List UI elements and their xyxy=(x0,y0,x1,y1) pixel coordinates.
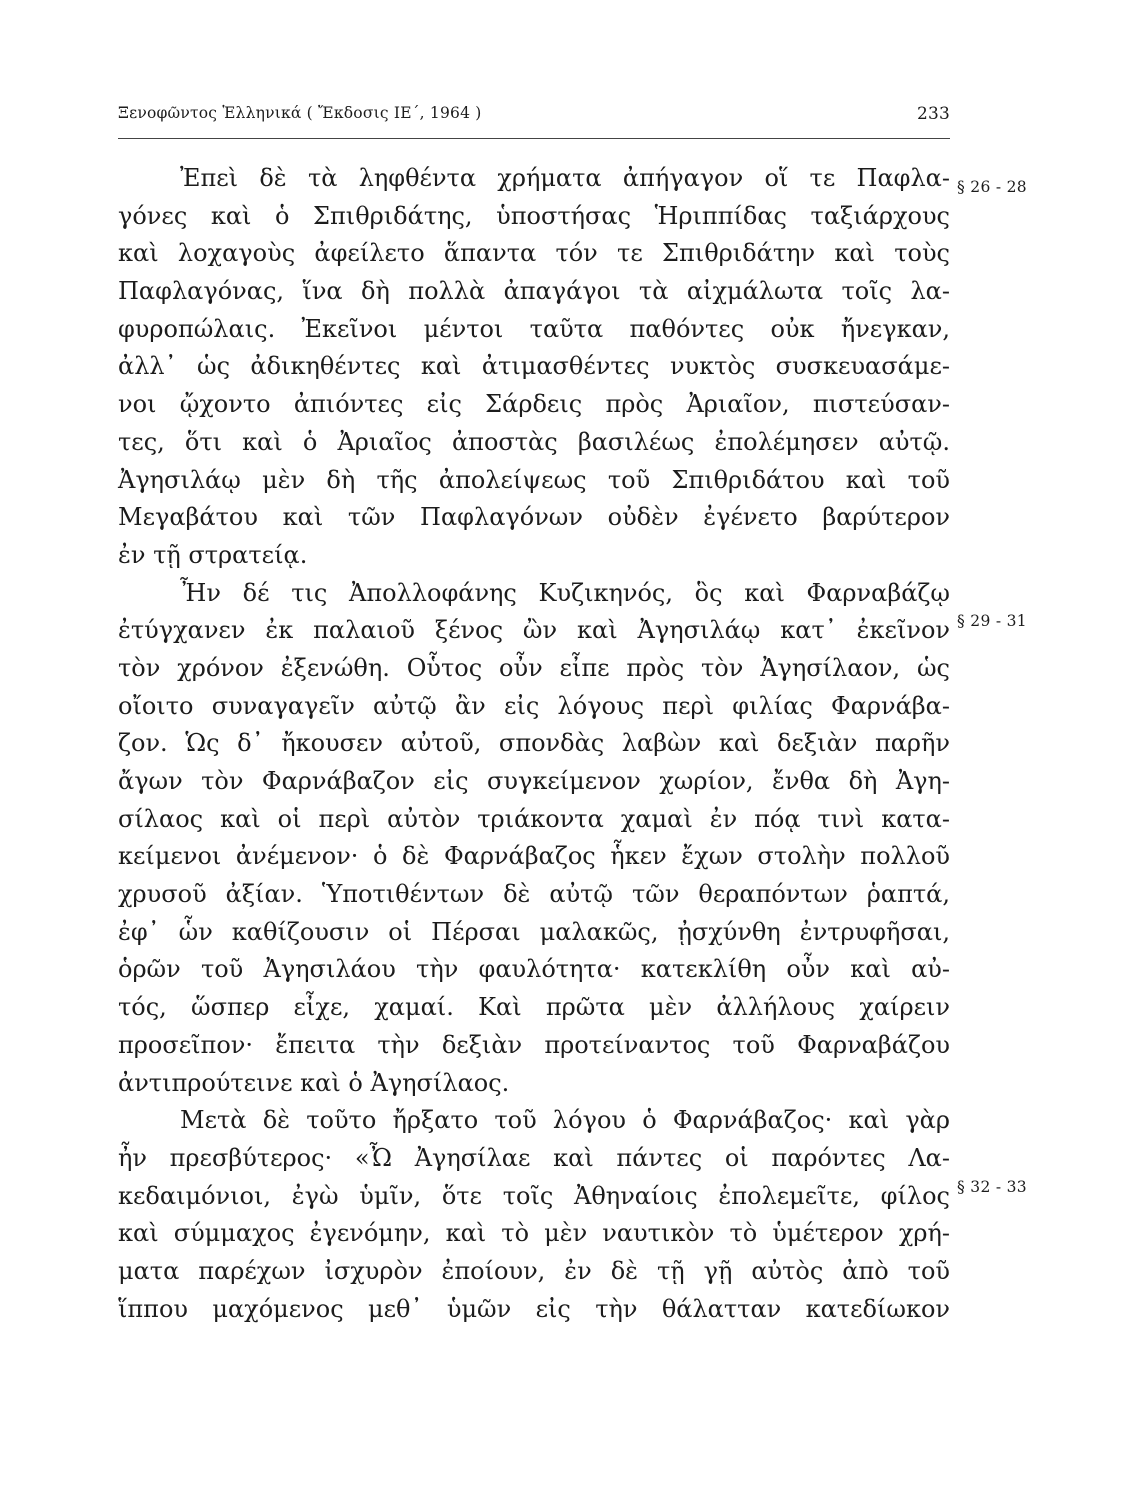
text-line: Μεγαβάτου καὶ τῶν Παφλαγόνων οὐδὲν ἐγένετο βαρύτερον xyxy=(118,503,950,532)
text-line: Μετὰ δὲ τοῦτο ἤρξατο τοῦ λόγου ὁ Φαρνάβαζος· καὶ γὰρ xyxy=(180,1106,950,1135)
text-line: οἴοιτο συναγαγεῖν αὐτῷ ἂν εἰς λόγους περὶ φιλίας Φαρνάβα- xyxy=(118,691,950,720)
text-line: καὶ σύμμαχος ἐγενόμην, καὶ τὸ μὲν ναυτικὸν τὸ ὑμέτερον χρή- xyxy=(118,1219,950,1248)
text-line: σίλαος καὶ οἱ περὶ αὐτὸν τριάκοντα χαμαὶ ἐν πόᾳ τινὶ κατα- xyxy=(118,804,950,833)
text-line: Ἦν δέ τις Ἀπολλοφάνης Κυζικηνός, ὃς καὶ Φαρναβάζῳ xyxy=(180,578,950,607)
section-reference: § 32 - 33 xyxy=(957,1178,1027,1196)
text-line: Ἐπεὶ δὲ τὰ ληφθέντα χρήματα ἀπήγαγον οἵ τε Παφλα- xyxy=(180,164,950,192)
text-line: ἦν πρεσβύτερος· «Ὦ Ἀγησίλαε καὶ πάντες οἱ παρόντες Λα- xyxy=(118,1143,950,1172)
section-reference: § 26 - 28 xyxy=(957,178,1027,196)
text-line: ζον. Ὡς δ᾽ ἤκουσεν αὐτοῦ, σπονδὰς λαβὼν καὶ δεξιὰν παρῆν xyxy=(118,729,950,758)
header-rule xyxy=(118,138,950,139)
text-line: τες, ὅτι καὶ ὁ Ἀριαῖος ἀποστὰς βασιλέως ἐπολέμησεν αὐτῷ. xyxy=(118,427,950,456)
text-line: ἄγων τὸν Φαρνάβαζον εἰς συγκείμενον χωρίον, ἔνθα δὴ Ἀγη- xyxy=(118,767,950,795)
text-line: ἀντιπρούτεινε καὶ ὁ Ἀγησίλαος. xyxy=(118,1068,510,1097)
text-line: χρυσοῦ ἀξίαν. Ὑποτιθέντων δὲ αὐτῷ τῶν θεραπόντων ῥαπτά, xyxy=(118,880,950,909)
text-line: Ἀγησιλάῳ μὲν δὴ τῆς ἀπολείψεως τοῦ Σπιθριδάτου καὶ τοῦ xyxy=(118,465,950,494)
page-number: 233 xyxy=(916,104,950,124)
text-line: γόνες καὶ ὁ Σπιθριδάτης, ὑποστήσας Ἡριππίδας ταξιάρχους xyxy=(118,201,950,230)
text-line: ἐτύγχανεν ἐκ παλαιοῦ ξένος ὢν καὶ Ἀγησιλάῳ κατ᾽ ἐκεῖνον xyxy=(118,616,950,645)
text-line: καὶ λοχαγοὺς ἀφείλετο ἅπαντα τόν τε Σπιθριδάτην καὶ τοὺς xyxy=(118,239,950,268)
text-line: προσεῖπον· ἔπειτα τὴν δεξιὰν προτείναντος τοῦ Φαρναβάζου xyxy=(118,1030,950,1059)
text-line: Παφλαγόνας, ἵνα δὴ πολλὰ ἀπαγάγοι τὰ αἰχμάλωτα τοῖς λα- xyxy=(118,277,950,306)
text-line: φυροπώλαις. Ἐκεῖνοι μέντοι ταῦτα παθόντες οὐκ ἤνεγκαν, xyxy=(118,314,950,343)
text-line: ματα παρέχων ἰσχυρὸν ἐποίουν, ἐν δὲ τῇ γῇ αὐτὸς ἀπὸ τοῦ xyxy=(118,1256,950,1285)
text-line: ἀλλ᾽ ὡς ἀδικηθέντες καὶ ἀτιμασθέντες νυκτὸς συσκευασάμε- xyxy=(118,352,950,381)
text-line: τός, ὥσπερ εἶχε, χαμαί. Καὶ πρῶτα μὲν ἀλλήλους χαίρειν xyxy=(118,993,950,1022)
text-line: νοι ᾤχοντο ἀπιόντες εἰς Σάρδεις πρὸς Ἀριαῖον, πιστεύσαν- xyxy=(118,390,950,419)
text-line: ὁρῶν τοῦ Ἀγησιλάου τὴν φαυλότητα· κατεκλίθη οὖν καὶ αὐ- xyxy=(118,955,950,984)
body-text xyxy=(118,160,950,1328)
section-reference: § 29 - 31 xyxy=(957,612,1027,630)
text-line: ἵππου μαχόμενος μεθ᾽ ὑμῶν εἰς τὴν θάλατταν κατεδίωκον xyxy=(118,1294,950,1323)
text-line: ἐν τῇ στρατείᾳ. xyxy=(118,540,308,569)
text-line: ἐφ᾽ ὧν καθίζουσιν οἱ Πέρσαι μαλακῶς, ᾐσχύνθη ἐντρυφῆσαι, xyxy=(118,917,950,946)
text-line: κεδαιμόνιοι, ἐγὼ ὑμῖν, ὅτε τοῖς Ἀθηναίοις ἐπολεμεῖτε, φίλος xyxy=(118,1181,950,1210)
text-line: τὸν χρόνον ἐξενώθη. Οὗτος οὖν εἶπε πρὸς τὸν Ἀγησίλαον, ὡς xyxy=(118,653,950,682)
text-line: κείμενοι ἀνέμενον· ὁ δὲ Φαρνάβαζος ἧκεν ἔχων στολὴν πολλοῦ xyxy=(118,842,950,871)
running-head-title: Ξενοφῶντος Ἑλληνικά ( Ἔκδοσις ΙΕ΄, 1964 ) xyxy=(118,104,482,122)
running-head xyxy=(118,104,950,134)
